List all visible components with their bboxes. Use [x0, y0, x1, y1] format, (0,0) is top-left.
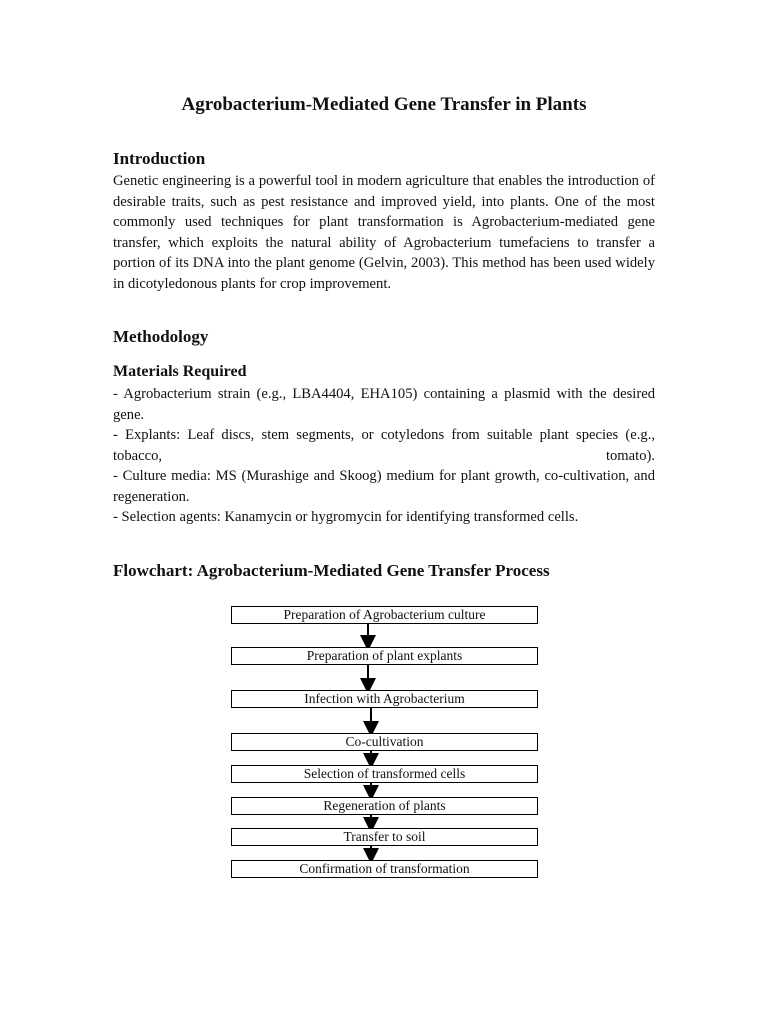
flow-step-box: Confirmation of transformation	[231, 860, 538, 878]
document-title: Agrobacterium-Mediated Gene Transfer in Plants	[181, 94, 587, 115]
flow-step-box: Transfer to soil	[231, 828, 538, 846]
flow-step-box: Co-cultivation	[231, 733, 538, 751]
materials-heading: Materials Required	[113, 363, 247, 380]
methodology-heading: Methodology	[113, 327, 209, 346]
flow-step-box: Infection with Agrobacterium	[231, 690, 538, 708]
flow-step-box: Regeneration of plants	[231, 797, 538, 815]
materials-list-item: - Selection agents: Kanamycin or hygromycin for identifying transformed cells.	[113, 509, 579, 525]
flow-step-box: Preparation of Agrobacterium culture	[231, 606, 538, 624]
flow-step-box: Preparation of plant explants	[231, 647, 538, 665]
introduction-paragraph: Genetic engineering is a powerful tool in modern agriculture that enables the introduction of desirable traits, such as pest resistance and improved yield, into plants. One of the most commonly used techniques for plant transformation is Agrobacterium-mediated gene transfer, which exploits the natural ability of Agrobacterium tumefaciens to transfer a portion of its DNA into the plant genome (Gelvin, 2003). This method has been used widely in dicotyledonous plants for crop improvement.	[113, 173, 655, 292]
materials-list	[113, 384, 655, 528]
materials-list-item: - Explants: Leaf discs, stem segments, or cotyledons from suitable plant species (e.g., tobacco, tomato).	[113, 427, 655, 464]
flowchart-heading: Flowchart: Agrobacterium-Mediated Gene Transfer Process	[113, 561, 550, 580]
flowchart	[231, 605, 538, 880]
introduction-heading: Introduction	[113, 149, 206, 168]
flow-step-box: Selection of transformed cells	[231, 765, 538, 783]
materials-list-item: - Agrobacterium strain (e.g., LBA4404, EHA105) containing a plasmid with the desired gene.	[113, 386, 655, 423]
materials-list-item: - Culture media: MS (Murashige and Skoog) medium for plant growth, co-cultivation, and regeneration.	[113, 468, 655, 505]
